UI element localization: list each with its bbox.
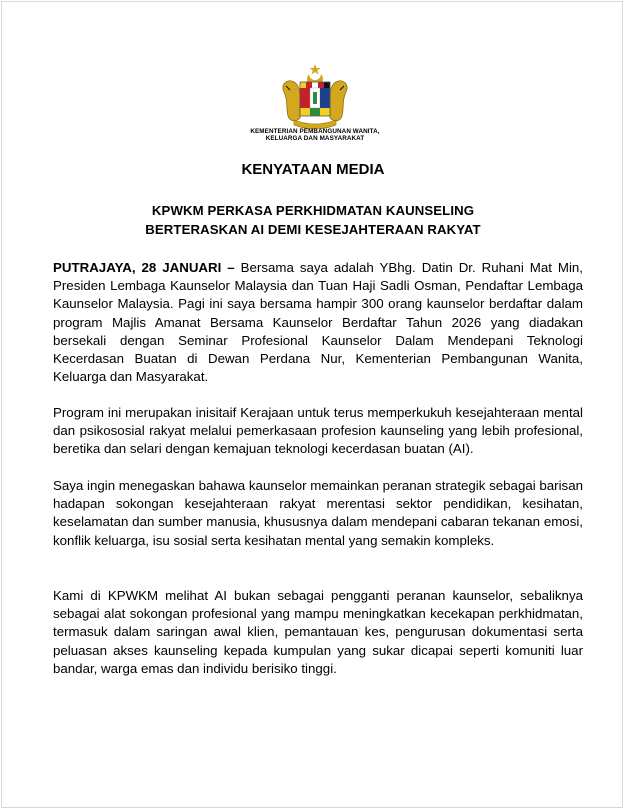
headline-line2: BERTERASKAN AI DEMI KESEJAHTERAAN RAKYAT <box>145 222 481 237</box>
coat-of-arms-icon <box>270 62 360 132</box>
ministry-name-line1: KEMENTERIAN PEMBANGUNAN WANITA, <box>250 128 380 135</box>
paragraph-4: Kami di KPWKM melihat AI bukan sebagai pengganti peranan kaunselor, sebaliknya sebagai alat sokongan profesional yang mampu meningkatkan kecekapan perkhidmatan, termasuk dalam saringan awal klien, pemantauan kes, pengurusan dokumentasi serta peluasan akses kaunseling kepada kumpulan yang sukar dicapai seperti komuniti luar bandar, warga emas dan individu berisiko tinggi. <box>53 588 583 676</box>
paragraph-1 <box>53 259 583 386</box>
dateline: PUTRAJAYA, 28 JANUARI – <box>53 260 235 275</box>
paragraph-3: Saya ingin menegaskan bahawa kaunselor memainkan peranan strategik sebagai barisan hadapan sokongan kesejahteraan rakyat merentasi sektor pendidikan, kesihatan, keselamatan dan sumber manusia, khususnya dalam mendepani cabaran tekanan emosi, konflik keluarga, isu sosial serta kesihatan mental yang semakin kompleks. <box>53 478 583 548</box>
headline-line1: KPWKM PERKASA PERKHIDMATAN KAUNSELING <box>151 203 475 218</box>
ministry-name-line2: KELUARGA DAN MASYARAKAT <box>265 135 365 142</box>
paragraph-1-text: Bersama saya adalah YBhg. Datin Dr. Ruhani Mat Min, Presiden Lembaga Kaunselor Malaysia dan Tuan Haji Sadli Osman, Pendaftar Lembaga Kaunselor Malaysia. Pagi ini saya bersama hampir 300 orang kaunselor berdaftar dalam program Majlis Amanat Bersama Kaunselor Berdaftar Tahun 2026 yang diadakan bersekali dengan Seminar Profesional Kaunselor Dalam Mendepani Teknologi Kecerdasan Buatan di Dewan Perdana Nur, Kementerian Pembangunan Wanita, Keluarga dan Masyarakat. <box>53 260 583 385</box>
paragraph-2: Program ini merupakan inisitaif Kerajaan untuk terus memperkukuh kesejahteraan mental dan psikososial rakyat melalui pemerkasaan profesion kaunseling yang lebih profesional, beretika dan selari dengan kemajuan teknologi kecerdasan buatan (AI). <box>53 405 583 457</box>
document-title: KENYATAAN MEDIA <box>241 161 385 178</box>
